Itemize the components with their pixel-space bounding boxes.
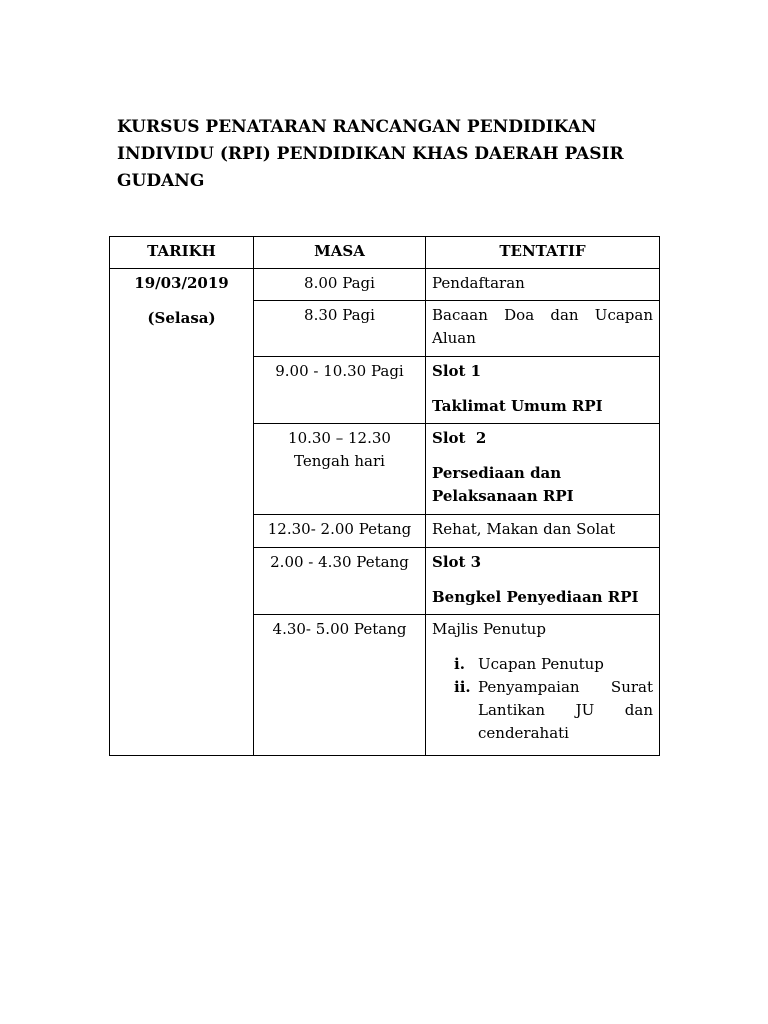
list-item-number: ii. xyxy=(454,678,471,696)
table-row xyxy=(110,269,660,301)
slot-label: Slot 1 xyxy=(432,362,482,380)
header-agenda: TENTATIF xyxy=(426,237,660,269)
time-cell: 2.00 - 4.30 Petang xyxy=(254,548,426,615)
activity-cell xyxy=(426,615,660,756)
date-value: 19/03/2019 xyxy=(134,274,229,292)
header-date: TARIKH xyxy=(110,237,254,269)
time-cell: 8.30 Pagi xyxy=(254,301,426,357)
closing-items-list xyxy=(432,653,653,745)
activity-title: Majlis Penutup xyxy=(432,620,546,638)
header-time: MASA xyxy=(254,237,426,269)
list-item-number: i. xyxy=(454,655,465,673)
list-item xyxy=(432,676,653,745)
activity-cell xyxy=(426,357,660,424)
slot-title: Taklimat Umum RPI xyxy=(432,397,603,415)
time-cell: 8.00 Pagi xyxy=(254,269,426,301)
activity-cell xyxy=(426,548,660,615)
slot-label: Slot 2 xyxy=(432,429,487,447)
time-cell: 9.00 - 10.30 Pagi xyxy=(254,357,426,424)
activity-cell: Bacaan Doa dan Ucapan Aluan xyxy=(426,301,660,357)
time-cell: 12.30- 2.00 Petang xyxy=(254,515,426,548)
day-value: (Selasa) xyxy=(147,309,216,327)
date-cell xyxy=(110,269,254,756)
table-header-row xyxy=(110,237,660,269)
activity-cell: Pendaftaran xyxy=(426,269,660,301)
time-cell: 10.30 – 12.30 Tengah hari xyxy=(254,424,426,515)
list-item-text: Penyampaian Surat Lantikan JU dan cenderahati xyxy=(478,678,653,742)
list-item xyxy=(432,653,653,676)
slot-label: Slot 3 xyxy=(432,553,482,571)
time-cell: 4.30- 5.00 Petang xyxy=(254,615,426,756)
schedule-table xyxy=(109,236,660,756)
slot-title: Persediaan dan Pelaksanaan RPI xyxy=(432,464,574,505)
list-item-text: Ucapan Penutup xyxy=(478,655,604,673)
activity-cell: Rehat, Makan dan Solat xyxy=(426,515,660,548)
slot-title: Bengkel Penyediaan RPI xyxy=(432,588,639,606)
activity-cell xyxy=(426,424,660,515)
document-title: KURSUS PENATARAN RANCANGAN PENDIDIKAN INDIVIDU (RPI) PENDIDIKAN KHAS DAERAH PASIR GUDANG xyxy=(117,117,624,191)
